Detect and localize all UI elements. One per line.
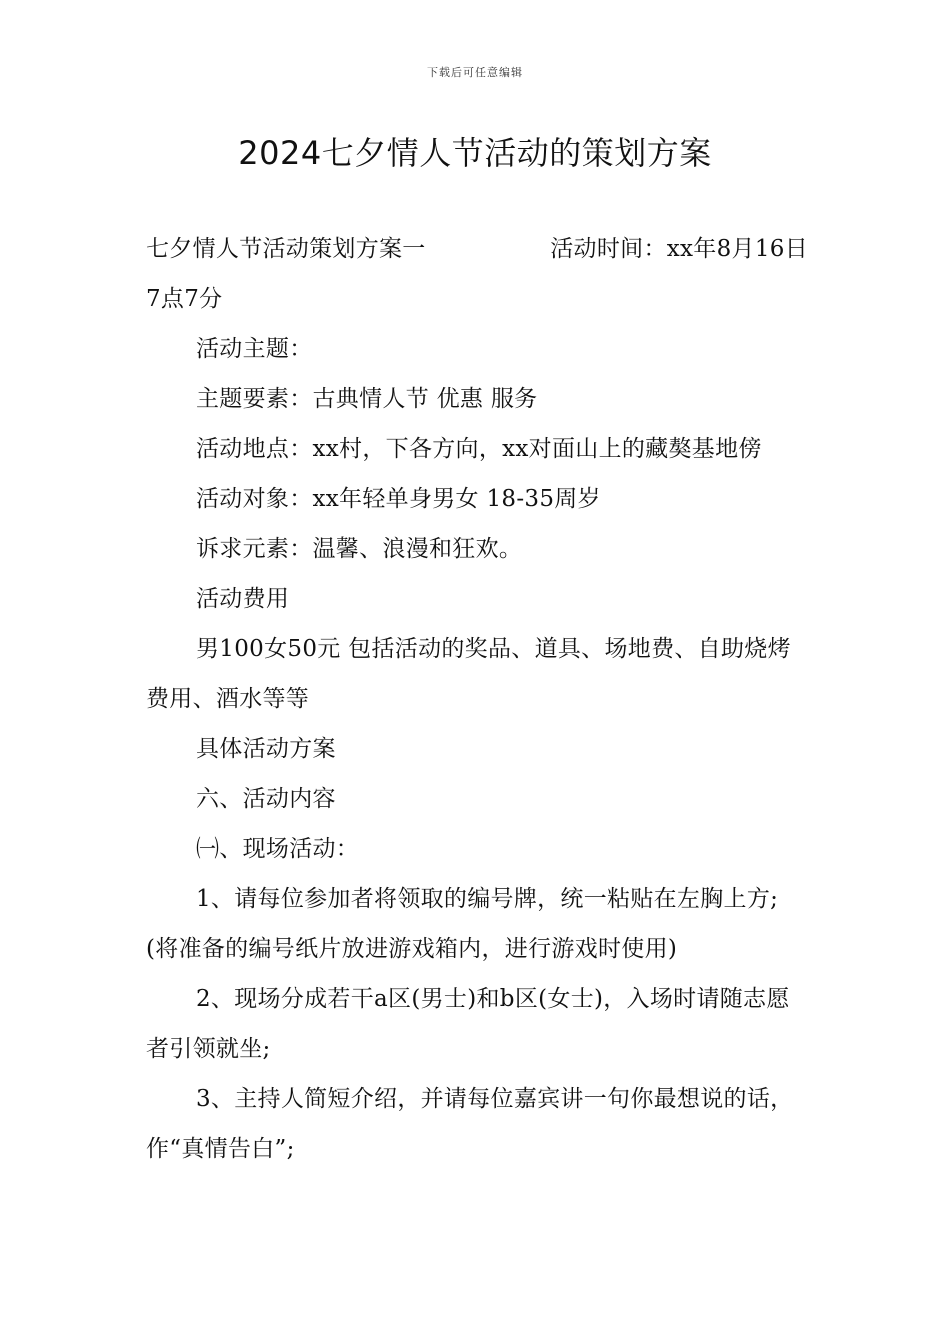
paragraph-audience: 活动对象：xx年轻单身男女 18-35周岁: [196, 486, 601, 512]
header-note: 下载后可任意编辑: [427, 66, 523, 79]
intro-line: [146, 224, 808, 274]
plan-subtitle: 七夕情人节活动策划方案一: [146, 236, 426, 262]
activity-time: 活动时间：xx年8月16日: [550, 236, 808, 262]
paragraph-cost-heading: 活动费用: [196, 586, 290, 612]
paragraph-item-1: 1、请每位参加者将领取的编号牌，统一粘贴在左胸上方;(将准备的编号纸片放进游戏箱内，进行游戏时使用): [146, 886, 779, 962]
paragraph-appeal: 诉求元素：温馨、浪漫和狂欢。: [196, 536, 523, 562]
paragraph-theme-elements: 主题要素：古典情人节 优惠 服务: [196, 386, 538, 412]
paragraph-section-six: 六、活动内容: [196, 786, 336, 812]
document-title: 2024七夕情人节活动的策划方案: [238, 134, 712, 172]
activity-time-continued: 7点7分: [146, 286, 223, 312]
paragraph-cost: 男100女50元 包括活动的奖品、道具、场地费、自助烧烤费用、酒水等等: [146, 636, 791, 712]
paragraph-onsite-heading: ㈠、现场活动：: [196, 836, 360, 862]
paragraph-theme: 活动主题：: [196, 336, 313, 362]
paragraph-location: 活动地点：xx村，下各方向，xx对面山上的藏獒基地傍: [196, 436, 762, 462]
paragraph-item-2: 2、现场分成若干a区(男士)和b区(女士)，入场时请随志愿者引领就坐;: [146, 986, 790, 1062]
paragraph-item-3: 3、主持人简短介绍，并请每位嘉宾讲一句你最想说的话，作“真情告白”;: [146, 1086, 794, 1162]
paragraph-plan-heading: 具体活动方案: [196, 736, 336, 762]
document-body: [146, 224, 808, 1174]
